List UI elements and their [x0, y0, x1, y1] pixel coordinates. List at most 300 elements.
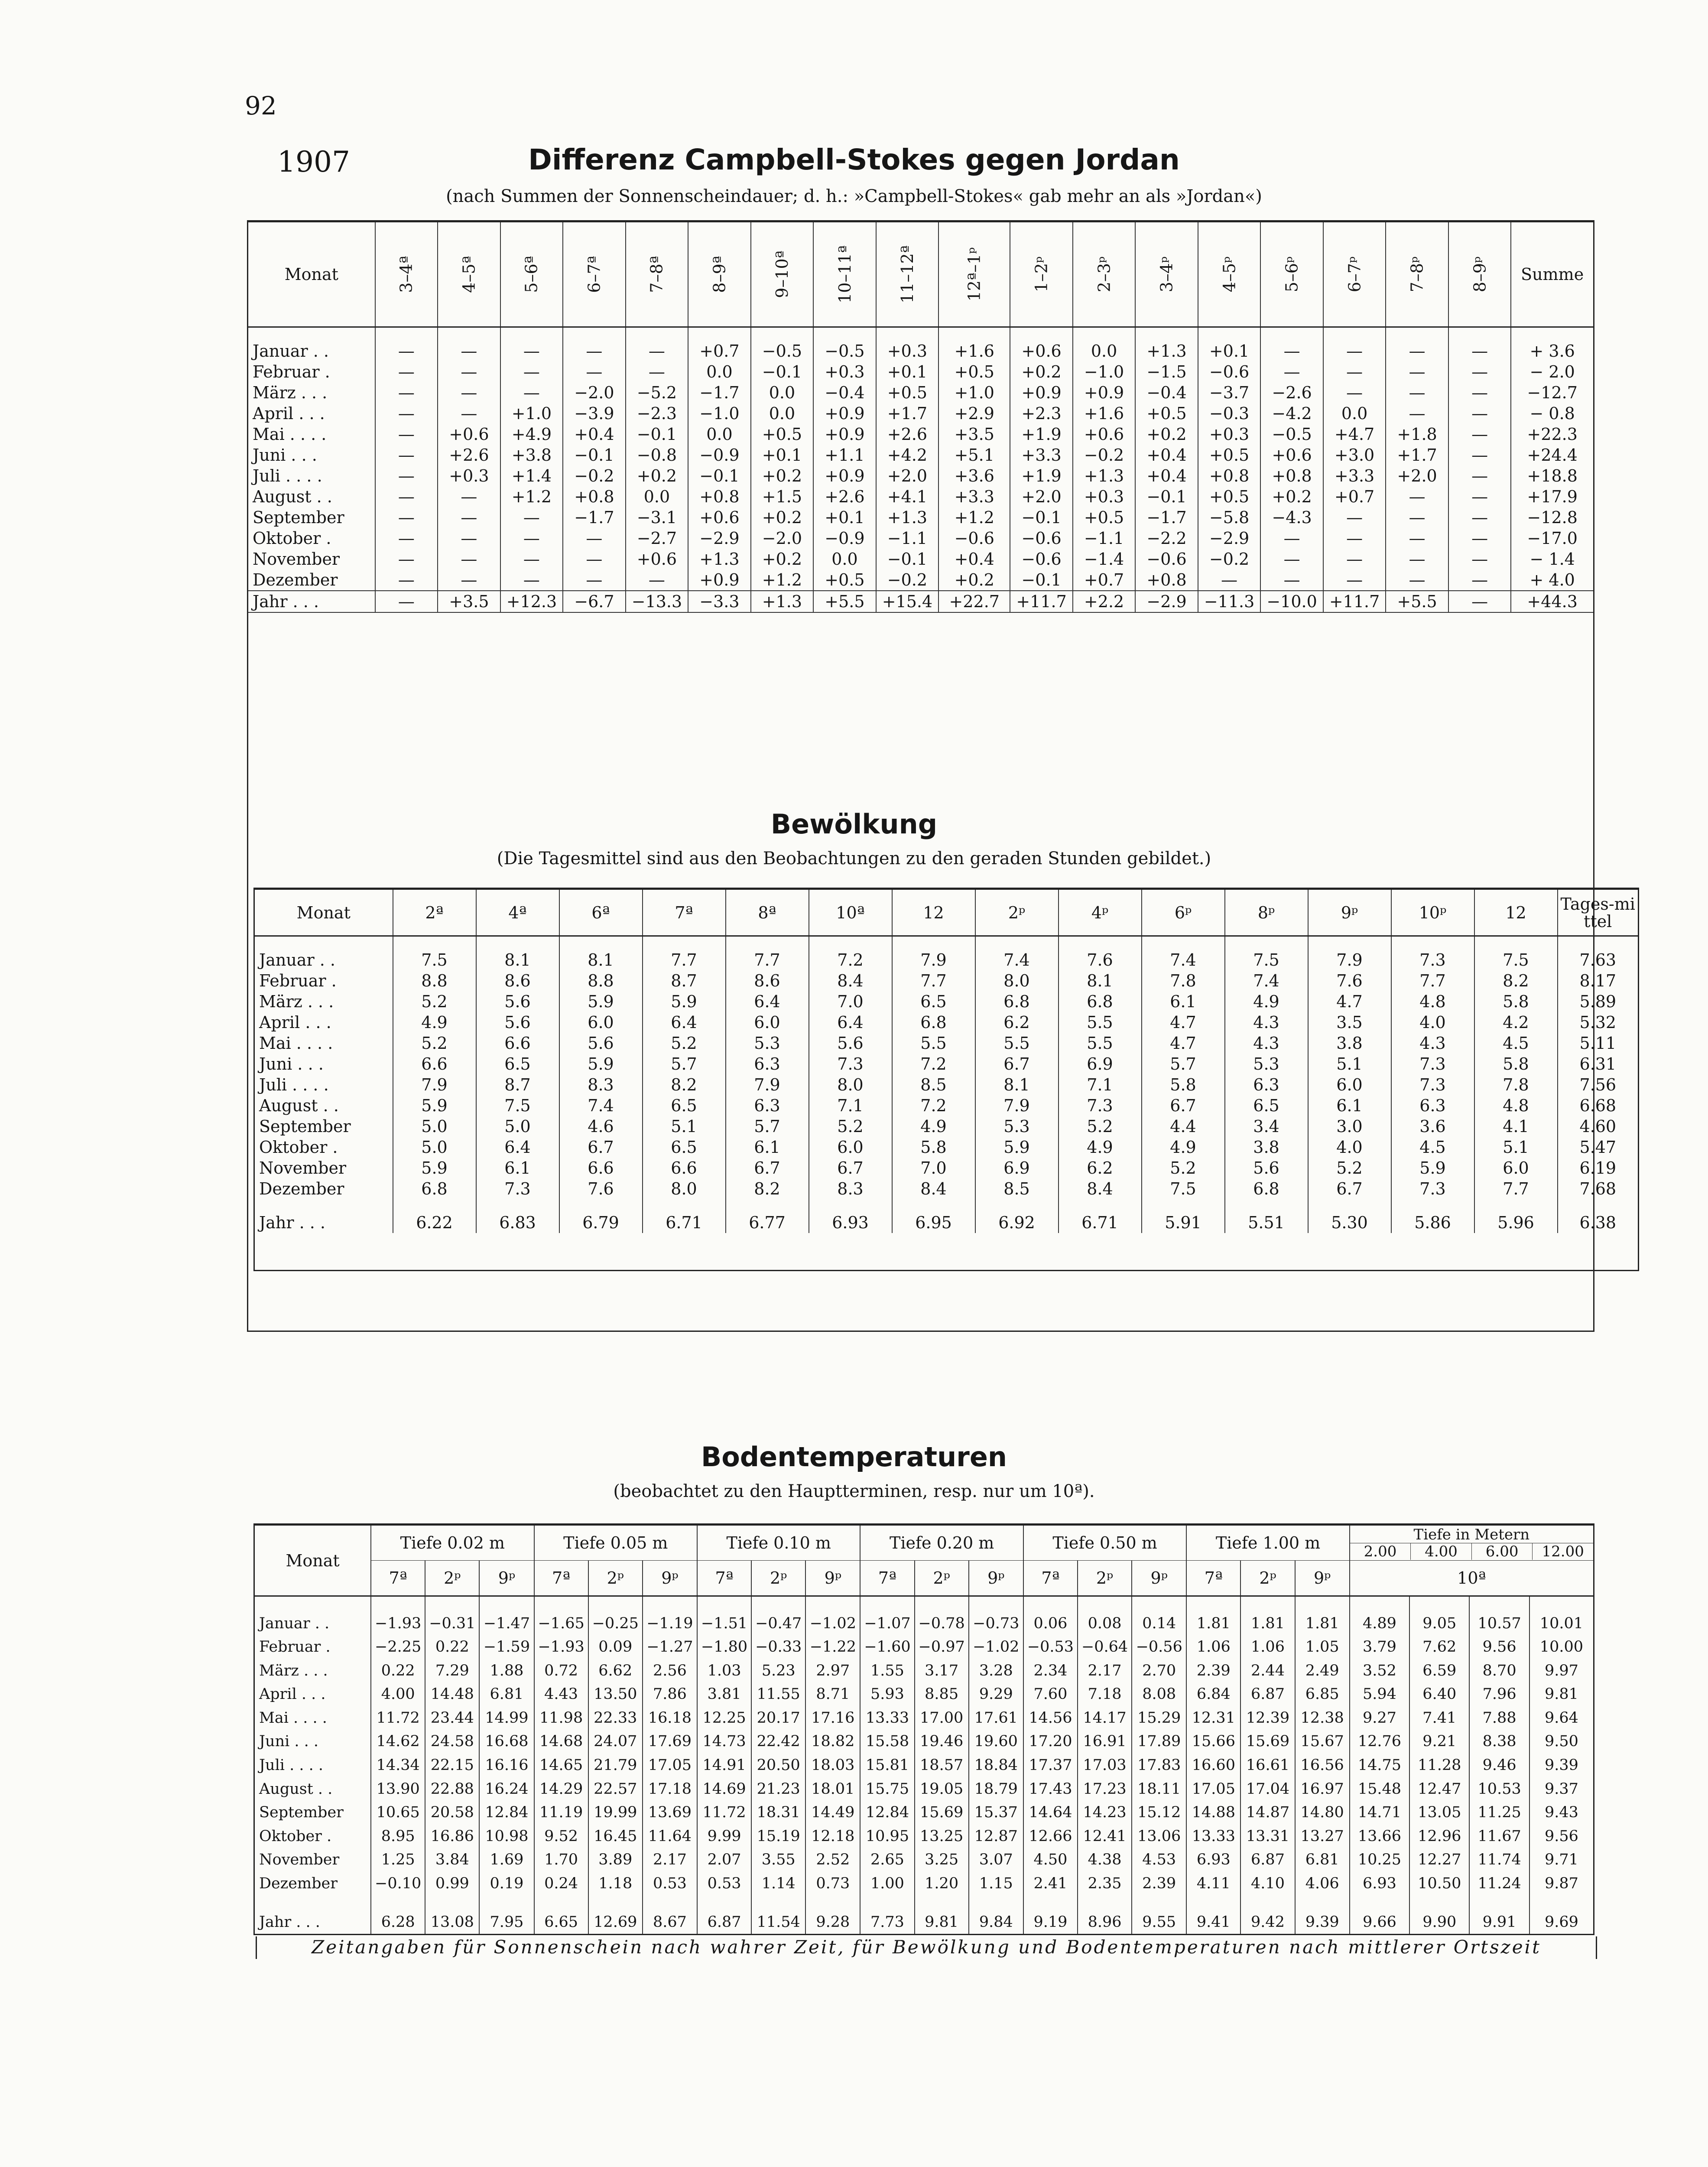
table-cell: −12.7	[1511, 382, 1594, 403]
table-cell: 5.6	[476, 991, 559, 1012]
table-cell: —	[1448, 361, 1511, 382]
table-cell: +4.7	[1323, 424, 1386, 445]
time-header: 9ᵖ	[805, 1561, 860, 1596]
table-cell: 18.84	[969, 1754, 1023, 1777]
month-label: März . . .	[254, 991, 393, 1012]
table-cell: 3.8	[1308, 1033, 1391, 1054]
table-cell: −0.53	[1023, 1635, 1078, 1659]
table-cell: 16.91	[1078, 1730, 1132, 1754]
table-cell: 12.69	[588, 1910, 643, 1934]
table-cell: 0.0	[751, 403, 814, 424]
table-cell: 9.90	[1409, 1910, 1469, 1934]
table-cell: 1.81	[1295, 1611, 1350, 1635]
table-row	[254, 1178, 1639, 1199]
table-cell: +1.9	[1010, 424, 1073, 445]
table-cell: +1.6	[1073, 403, 1136, 424]
table-row	[254, 1682, 1594, 1706]
table-cell: −0.4	[813, 382, 876, 403]
table-cell: 7.1	[1059, 1074, 1142, 1095]
table-cell: 5.8	[1474, 991, 1558, 1012]
table-cell: —	[375, 445, 438, 465]
table-cell: 7.7	[1391, 970, 1474, 991]
table-cell: 1.69	[479, 1848, 534, 1872]
table-cell: −1.0	[1073, 361, 1136, 382]
table-cell: 0.0	[1323, 403, 1386, 424]
table-cell: 7.9	[393, 1074, 476, 1095]
month-label: Mai . . . .	[248, 424, 375, 445]
table-cell: 12.18	[805, 1824, 860, 1848]
table-cell: 11.72	[371, 1706, 425, 1730]
table-cell: 15.69	[1240, 1730, 1295, 1754]
table-cell: —	[375, 591, 438, 612]
column-header	[688, 221, 751, 327]
table-cell: 7.6	[1059, 950, 1142, 970]
table-cell: −0.8	[626, 445, 688, 465]
table-cell: 4.7	[1142, 1012, 1225, 1033]
table-cell: −0.6	[1010, 528, 1073, 549]
table-cell: 11.98	[534, 1706, 588, 1730]
table-cell: —	[626, 569, 688, 591]
table-cell: −1.7	[1135, 507, 1198, 528]
table-cell: +2.9	[938, 403, 1010, 424]
table-cell: 7.5	[1142, 1178, 1225, 1199]
table-cell: 9.42	[1240, 1910, 1295, 1934]
table-cell: +5.5	[813, 591, 876, 612]
table-cell: 8.3	[559, 1074, 643, 1095]
table-cell: −0.2	[1198, 549, 1261, 569]
table-cell: −0.2	[563, 465, 626, 486]
column-header	[1260, 221, 1323, 327]
table-cell: +0.4	[563, 424, 626, 445]
table-cell: 11.25	[1469, 1801, 1529, 1825]
column-header	[563, 221, 626, 327]
table-cell: 6.4	[726, 991, 809, 1012]
table-cell: 9.87	[1529, 1871, 1594, 1895]
depth-group-header: Tiefe 0.50 m	[1023, 1525, 1186, 1561]
table-cell: −0.1	[1010, 507, 1073, 528]
table-cell: 11.74	[1469, 1848, 1529, 1872]
table-cell: 13.69	[643, 1801, 697, 1825]
table-cell: 6.3	[1225, 1074, 1308, 1095]
table-cell: 7.68	[1558, 1178, 1639, 1199]
table-cell: +1.2	[500, 486, 563, 507]
table-cell: 14.48	[425, 1682, 479, 1706]
table-cell: +0.8	[688, 486, 751, 507]
table-cell: 16.97	[1295, 1777, 1350, 1801]
column-header-label: 7–8ª	[647, 256, 666, 293]
year-row	[248, 591, 1594, 612]
table-cell: —	[500, 361, 563, 382]
table-cell: 5.0	[393, 1137, 476, 1158]
table-cell: 9.81	[915, 1910, 969, 1934]
table-cell: 5.0	[476, 1116, 559, 1137]
table-cell: 19.05	[915, 1777, 969, 1801]
table-cell: +1.3	[751, 591, 814, 612]
month-label: März . . .	[254, 1659, 371, 1682]
table-cell: 3.4	[1225, 1116, 1308, 1137]
table-cell: 4.38	[1078, 1848, 1132, 1872]
table-cell: 5.6	[559, 1033, 643, 1054]
table-cell: +0.2	[1135, 424, 1198, 445]
table-cell: 9.69	[1529, 1910, 1594, 1934]
table-cell: 5.96	[1474, 1212, 1558, 1233]
depth-group-header: Tiefe 0.20 m	[860, 1525, 1023, 1561]
table-cell: −1.65	[534, 1611, 588, 1635]
table-cell: −2.9	[1135, 591, 1198, 612]
month-label: August . .	[248, 486, 375, 507]
table-cell: 9.46	[1469, 1754, 1529, 1777]
table-cell: 14.88	[1186, 1801, 1240, 1825]
table-cell: +11.7	[1323, 591, 1386, 612]
table-cell: 5.3	[975, 1116, 1059, 1137]
table-cell: −0.25	[588, 1611, 643, 1635]
month-label: April . . .	[248, 403, 375, 424]
table-cell: +2.0	[1010, 486, 1073, 507]
table-cell: 9.56	[1469, 1635, 1529, 1659]
table-cell: 0.06	[1023, 1611, 1078, 1635]
table-cell: 9.97	[1529, 1659, 1594, 1682]
table-cell: 13.27	[1295, 1824, 1350, 1848]
table-cell: 6.0	[809, 1137, 892, 1158]
table-cell: +0.6	[438, 424, 500, 445]
table-cell: —	[1386, 361, 1448, 382]
table-cell: 17.03	[1078, 1754, 1132, 1777]
table-cell: 9.37	[1529, 1777, 1594, 1801]
table-cell: 7.3	[1391, 950, 1474, 970]
table-cell: 18.31	[751, 1801, 805, 1825]
table-cell: 7.88	[1469, 1706, 1529, 1730]
month-label: April . . .	[254, 1682, 371, 1706]
table-cell: 9.43	[1529, 1801, 1594, 1825]
column-header	[626, 221, 688, 327]
table-cell: 0.99	[425, 1871, 479, 1895]
table-cell: 7.4	[975, 950, 1059, 970]
table-cell: 7.2	[809, 950, 892, 970]
month-label: November	[254, 1848, 371, 1872]
depth-group-header: Tiefe 1.00 m	[1186, 1525, 1349, 1561]
table-cell: 16.24	[479, 1777, 534, 1801]
table-cell: 5.9	[393, 1095, 476, 1116]
table-row	[248, 403, 1594, 424]
table-cell: 5.6	[1225, 1158, 1308, 1178]
table-cell: —	[375, 465, 438, 486]
table-cell: 4.3	[1225, 1012, 1308, 1033]
table-cell: —	[1448, 486, 1511, 507]
table-cell: +44.3	[1511, 591, 1594, 612]
table-cell: 6.31	[1558, 1054, 1639, 1074]
table-cell: 0.0	[688, 424, 751, 445]
table-cell: +0.6	[1260, 445, 1323, 465]
table-cell: 4.5	[1391, 1137, 1474, 1158]
table-cell: 13.33	[860, 1706, 914, 1730]
table-cell: −0.6	[938, 528, 1010, 549]
table-cell: —	[1448, 569, 1511, 591]
table-cell: −13.3	[626, 591, 688, 612]
table-cell: 7.3	[1391, 1074, 1474, 1095]
table-cell: 11.72	[697, 1801, 751, 1825]
month-label: Mai . . . .	[254, 1706, 371, 1730]
table-cell: —	[1198, 569, 1261, 591]
table-cell: 10.01	[1529, 1611, 1594, 1635]
table-cell: +0.6	[626, 549, 688, 569]
table-cell: —	[375, 341, 438, 361]
table-cell: 7.4	[1225, 970, 1308, 991]
table-cell: 6.85	[1295, 1682, 1350, 1706]
column-header: 12	[1474, 889, 1558, 936]
table-cell: 0.24	[534, 1871, 588, 1895]
column-header	[500, 221, 563, 327]
table-cell: 8.0	[643, 1178, 726, 1199]
cloud-table	[253, 888, 1639, 1271]
table-cell: −1.7	[563, 507, 626, 528]
table-row	[254, 970, 1639, 991]
table-cell: +0.3	[813, 361, 876, 382]
table-cell: 5.47	[1558, 1137, 1639, 1158]
table-cell: −1.93	[534, 1635, 588, 1659]
table-cell: 0.19	[479, 1871, 534, 1895]
table-cell: —	[1386, 528, 1448, 549]
table-cell: −0.78	[915, 1611, 969, 1635]
soil-table	[253, 1523, 1594, 1935]
column-header-label: 8–9ᵖ	[1470, 256, 1490, 293]
table-cell: —	[375, 424, 438, 445]
table-cell: 7.7	[726, 950, 809, 970]
table-cell: 9.52	[534, 1824, 588, 1848]
table-cell: 4.11	[1186, 1871, 1240, 1895]
time-header: 9ᵖ	[969, 1561, 1023, 1596]
column-header	[938, 221, 1010, 327]
column-header	[375, 221, 438, 327]
table-row	[254, 1095, 1639, 1116]
table-cell: —	[500, 341, 563, 361]
column-header: 9ᵖ	[1308, 889, 1391, 936]
table-cell: 24.58	[425, 1730, 479, 1754]
table-cell: —	[500, 549, 563, 569]
table-cell: +0.2	[751, 507, 814, 528]
table-cell: 5.9	[1391, 1158, 1474, 1178]
table-cell: —	[438, 528, 500, 549]
table-row	[254, 1012, 1639, 1033]
table-cell: +3.6	[938, 465, 1010, 486]
table-cell: 3.81	[697, 1682, 751, 1706]
table-cell: 6.3	[726, 1054, 809, 1074]
column-header: 4ᵖ	[1059, 889, 1142, 936]
table-cell: 5.2	[1308, 1158, 1391, 1178]
table-cell: 6.8	[1225, 1178, 1308, 1199]
table-cell: 8.1	[975, 1074, 1059, 1095]
table-row	[254, 1871, 1594, 1895]
table-cell: 9.50	[1529, 1730, 1594, 1754]
table-cell: 14.65	[534, 1754, 588, 1777]
table-cell: 1.25	[371, 1848, 425, 1872]
table-cell: −1.59	[479, 1635, 534, 1659]
table-cell: 0.73	[805, 1871, 860, 1895]
table-cell: 22.57	[588, 1777, 643, 1801]
column-header	[751, 221, 814, 327]
table-cell: 12.39	[1240, 1706, 1295, 1730]
table-cell: 5.1	[1474, 1137, 1558, 1158]
table-cell: 6.87	[1240, 1682, 1295, 1706]
table-cell: 7.62	[1409, 1635, 1469, 1659]
time-header: 9ᵖ	[1295, 1561, 1350, 1596]
table-cell: 15.48	[1350, 1777, 1409, 1801]
table-cell: −1.4	[1073, 549, 1136, 569]
table-cell: 11.55	[751, 1682, 805, 1706]
table-cell: 5.9	[559, 1054, 643, 1074]
table-cell: 8.4	[809, 970, 892, 991]
table-cell: 11.67	[1469, 1824, 1529, 1848]
table-cell: −1.5	[1135, 361, 1198, 382]
table-cell: 21.79	[588, 1754, 643, 1777]
table-cell: 1.20	[915, 1871, 969, 1895]
table-cell: 5.89	[1558, 991, 1639, 1012]
table-cell: 14.17	[1078, 1706, 1132, 1730]
table-cell: 4.53	[1132, 1848, 1186, 1872]
table-cell: —	[438, 382, 500, 403]
table-cell: 8.0	[975, 970, 1059, 991]
table-cell: 4.1	[1474, 1116, 1558, 1137]
table-cell: 2.39	[1186, 1659, 1240, 1682]
table-cell: —	[1448, 465, 1511, 486]
table-cell: 12.47	[1409, 1777, 1469, 1801]
table-cell: 17.23	[1078, 1777, 1132, 1801]
table-cell: 7.41	[1409, 1706, 1469, 1730]
table-cell: +2.0	[1386, 465, 1448, 486]
table-cell: 8.96	[1078, 1910, 1132, 1934]
table-cell: 6.22	[393, 1212, 476, 1233]
table-cell: +0.6	[1010, 341, 1073, 361]
table-cell: 3.79	[1350, 1635, 1409, 1659]
table-cell: +0.3	[438, 465, 500, 486]
table-cell: +0.3	[1073, 486, 1136, 507]
table-cell: −0.1	[1010, 569, 1073, 591]
table-cell: 10.25	[1350, 1848, 1409, 1872]
table-cell: 7.86	[643, 1682, 697, 1706]
table-cell: 4.3	[1391, 1033, 1474, 1054]
table-cell: 14.29	[534, 1777, 588, 1801]
table-cell: 15.67	[1295, 1730, 1350, 1754]
table-cell: 14.69	[697, 1777, 751, 1801]
soil-subtitle: (beobachtet zu den Hauptterminen, resp. nur um 10ª).	[613, 1481, 1095, 1501]
table-cell: 15.66	[1186, 1730, 1240, 1754]
table-cell: 22.15	[425, 1754, 479, 1777]
table-cell: −1.47	[479, 1611, 534, 1635]
table-cell: 7.7	[1474, 1178, 1558, 1199]
table-cell: 15.69	[915, 1801, 969, 1825]
table-cell: 6.7	[1142, 1095, 1225, 1116]
table-cell: +0.2	[1260, 486, 1323, 507]
table-cell: −5.8	[1198, 507, 1261, 528]
table-cell: −2.7	[626, 528, 688, 549]
table-cell: +0.5	[1135, 403, 1198, 424]
table-row	[248, 361, 1594, 382]
table-cell: 7.9	[975, 1095, 1059, 1116]
month-label: Oktober .	[254, 1137, 393, 1158]
column-header	[1135, 221, 1198, 327]
table-cell: 20.50	[751, 1754, 805, 1777]
table-cell: −3.1	[626, 507, 688, 528]
table-cell: 6.5	[892, 991, 975, 1012]
table-cell: +0.9	[1073, 382, 1136, 403]
column-header	[1198, 221, 1261, 327]
table-cell: 17.37	[1023, 1754, 1078, 1777]
table-cell: 5.1	[1308, 1054, 1391, 1074]
table-cell: −1.80	[697, 1635, 751, 1659]
table-cell: —	[375, 486, 438, 507]
table-cell: +24.4	[1511, 445, 1594, 465]
table-cell: 11.28	[1409, 1754, 1469, 1777]
table-cell: +0.4	[1135, 445, 1198, 465]
table-cell: 12.84	[860, 1801, 914, 1825]
time-header: 7ª	[697, 1561, 751, 1596]
month-label: Juli . . . .	[248, 465, 375, 486]
table-cell: −1.02	[805, 1611, 860, 1635]
column-header-label: 8–9ª	[710, 256, 729, 293]
table-cell: 8.0	[809, 1074, 892, 1095]
table-cell: −10.0	[1260, 591, 1323, 612]
table-cell: 8.38	[1469, 1730, 1529, 1754]
column-header-label: 7–8ᵖ	[1407, 256, 1427, 293]
table-cell: 14.80	[1295, 1801, 1350, 1825]
table-cell: 5.8	[892, 1137, 975, 1158]
table-row	[254, 1706, 1594, 1730]
deep-depth-header	[1350, 1525, 1594, 1561]
table-cell: −0.1	[1135, 486, 1198, 507]
table-cell: 10.53	[1469, 1777, 1529, 1801]
table-cell: 14.73	[697, 1730, 751, 1754]
table-cell: 5.7	[1142, 1054, 1225, 1074]
table-cell: −0.33	[751, 1635, 805, 1659]
table-cell: —	[1323, 507, 1386, 528]
table-cell: —	[1323, 361, 1386, 382]
table-cell: +11.7	[1010, 591, 1073, 612]
column-header: 7ª	[643, 889, 726, 936]
table-cell: —	[375, 528, 438, 549]
table-cell: 4.43	[534, 1682, 588, 1706]
table-cell: 10.95	[860, 1824, 914, 1848]
table-cell: 17.43	[1023, 1777, 1078, 1801]
table-cell: −3.9	[563, 403, 626, 424]
table-row	[254, 1074, 1639, 1095]
column-header-label: 1–2ᵖ	[1032, 256, 1051, 293]
table-cell: —	[500, 528, 563, 549]
table-cell: —	[1448, 591, 1511, 612]
table-cell: 2.34	[1023, 1659, 1078, 1682]
table-cell: 5.2	[393, 1033, 476, 1054]
column-header-label: 6–7ª	[584, 256, 604, 293]
table-cell: −1.02	[969, 1635, 1023, 1659]
table-cell: 11.54	[751, 1910, 805, 1934]
table-cell: 7.7	[892, 970, 975, 991]
table-cell: 12.84	[479, 1801, 534, 1825]
month-label: April . . .	[254, 1012, 393, 1033]
table-cell: +0.5	[1073, 507, 1136, 528]
column-header	[1323, 221, 1386, 327]
month-label: Januar . .	[248, 341, 375, 361]
table-cell: 8.6	[476, 970, 559, 991]
table-cell: 15.37	[969, 1801, 1023, 1825]
table-cell: +3.3	[1323, 465, 1386, 486]
table-cell: —	[1386, 507, 1448, 528]
time-header: 2ᵖ	[425, 1561, 479, 1596]
table-cell: 17.83	[1132, 1754, 1186, 1777]
column-header: Tages-mittel	[1558, 889, 1639, 936]
table-cell: +17.9	[1511, 486, 1594, 507]
time-header: 9ᵖ	[643, 1561, 697, 1596]
table-cell: 0.72	[534, 1659, 588, 1682]
table-cell: 6.7	[809, 1158, 892, 1178]
table-cell: +2.3	[1010, 403, 1073, 424]
